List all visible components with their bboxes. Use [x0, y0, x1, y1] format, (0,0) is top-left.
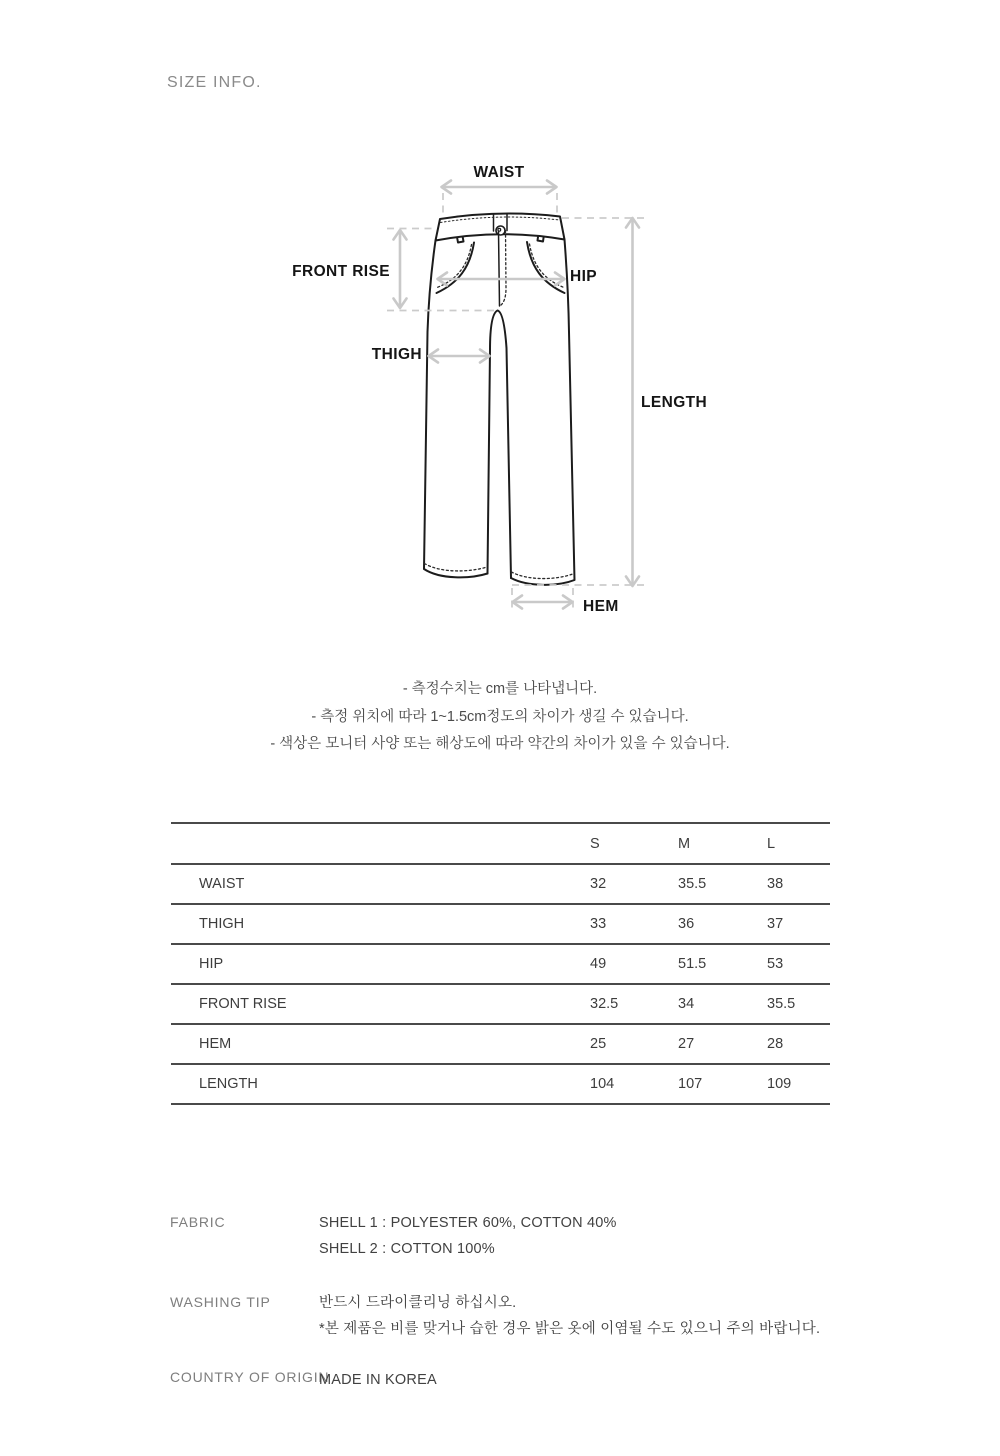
- washing-line: 반드시 드라이클리닝 하십시오.: [319, 1295, 517, 1311]
- row-label: LENGTH: [199, 1076, 258, 1092]
- fabric-label: FABRIC: [170, 1214, 226, 1230]
- row-label: THIGH: [199, 916, 245, 932]
- fabric-content: [319, 1210, 617, 1262]
- cell-value: 53: [767, 956, 784, 972]
- size-table-header-row: [171, 823, 830, 864]
- cell-value: 32: [590, 876, 607, 892]
- cell-value: 35.5: [767, 996, 796, 1012]
- cell-value: 51.5: [678, 956, 707, 972]
- size-table-corner-cell: [171, 823, 590, 864]
- cell-value: 33: [590, 916, 607, 932]
- table-row: [171, 944, 830, 984]
- row-label: HEM: [199, 1036, 232, 1052]
- front-rise-arrow: [394, 230, 407, 308]
- size-column-header: S: [590, 835, 600, 852]
- row-label: FRONT RISE: [199, 996, 287, 1012]
- pants-outline: [424, 214, 575, 585]
- cell-value: 38: [767, 876, 784, 892]
- note-line: - 색상은 모니터 사양 또는 해상도에 따라 약간의 차이가 있을 수 있습니다.: [270, 736, 730, 752]
- cell-value: 32.5: [590, 996, 619, 1012]
- fabric-line: SHELL 1 : POLYESTER 60%, COTTON 40%: [319, 1215, 617, 1231]
- measure-arrows: [394, 181, 640, 609]
- cell-value: 34: [678, 996, 695, 1012]
- thigh-arrow: [429, 350, 490, 363]
- measurement-notes: [0, 676, 1000, 759]
- origin-line: MADE IN KOREA: [319, 1372, 437, 1388]
- length-label: LENGTH: [641, 394, 708, 411]
- country-of-origin-label: COUNTRY OF ORIGIN: [170, 1369, 330, 1385]
- cell-value: 109: [767, 1076, 792, 1092]
- front-rise-label: FRONT RISE: [292, 263, 390, 280]
- washing-line: *본 제품은 비를 맞거나 습한 경우 밝은 옷에 이염될 수도 있으니 주의 바랍니다.: [319, 1321, 821, 1337]
- note-line: - 측정수치는 cm를 나타냅니다.: [402, 681, 598, 697]
- note-line: - 측정 위치에 따라 1~1.5cm정도의 차이가 생길 수 있습니다.: [311, 708, 689, 725]
- hem-arrow: [513, 596, 573, 609]
- washing-tip-label: WASHING TIP: [170, 1294, 271, 1310]
- table-row: [171, 864, 830, 904]
- cell-value: 107: [678, 1076, 703, 1092]
- cell-value: 104: [590, 1076, 615, 1092]
- hem-label: HEM: [583, 598, 619, 615]
- cell-value: 49: [590, 956, 607, 972]
- cell-value: 28: [767, 1036, 784, 1052]
- size-column-header: M: [678, 835, 691, 852]
- table-row: [171, 1064, 830, 1104]
- thigh-label: THIGH: [371, 346, 422, 363]
- cell-value: 36: [678, 916, 695, 932]
- table-row: [171, 1024, 830, 1064]
- size-column-header: L: [767, 835, 776, 852]
- row-label: WAIST: [199, 876, 245, 892]
- hip-label: HIP: [570, 268, 598, 285]
- waist-arrow: [442, 181, 557, 194]
- size-table: [171, 822, 830, 1105]
- length-arrow: [626, 218, 639, 586]
- cell-value: 27: [678, 1036, 695, 1052]
- page-title: SIZE INFO.: [167, 74, 262, 91]
- cell-value: 35.5: [678, 876, 707, 892]
- table-row: [171, 904, 830, 944]
- cell-value: 25: [590, 1036, 607, 1052]
- country-of-origin-content: [319, 1367, 437, 1393]
- washing-tip-content: [319, 1290, 820, 1342]
- waist-label: WAIST: [473, 164, 525, 181]
- table-row: [171, 984, 830, 1024]
- row-label: HIP: [199, 956, 224, 972]
- cell-value: 37: [767, 916, 784, 932]
- fabric-line: SHELL 2 : COTTON 100%: [319, 1241, 495, 1257]
- pants-diagram: [0, 0, 1000, 660]
